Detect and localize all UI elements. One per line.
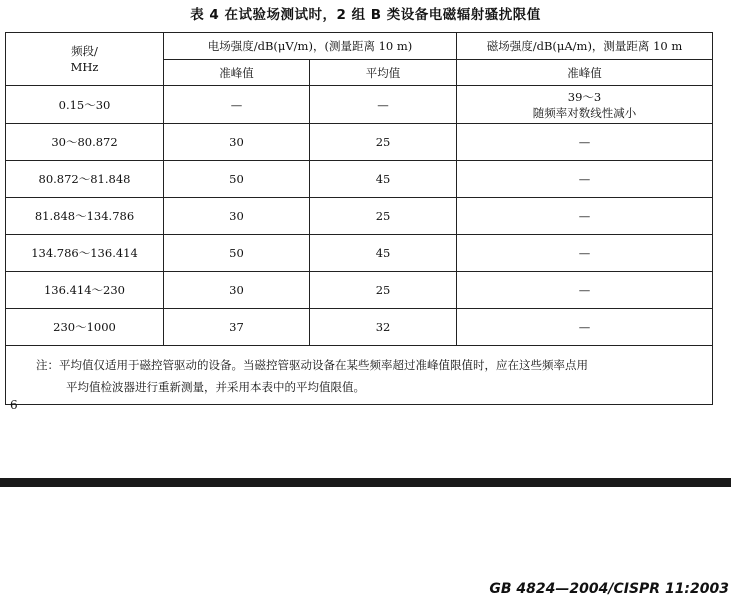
- table-row: [6, 235, 713, 272]
- note-line-1: 注：平均值仅适用于磁控管驱动的设备。当磁控管驱动设备在某些频率超过准峰值限值时，应在这些频率点用: [36, 358, 588, 372]
- band-cell: 30～80.872: [6, 124, 164, 161]
- h-field-header: 磁场强度/dB(μA/m)，测量距离 10 m: [457, 33, 713, 60]
- h-limit-note: 随频率对数线性减小: [532, 105, 637, 120]
- band-cell: 81.848～134.786: [6, 198, 164, 235]
- avg-cell: 45: [310, 161, 457, 198]
- band-cell: 0.15～30: [6, 86, 164, 124]
- h-limit-range: 39～3: [567, 89, 602, 104]
- h-cell: —: [457, 272, 713, 309]
- table-row: [6, 309, 713, 346]
- band-header: [6, 33, 164, 86]
- avg-cell: 25: [310, 198, 457, 235]
- limits-table: [5, 32, 713, 405]
- band-unit: MHz: [70, 60, 99, 74]
- avg-cell: 25: [310, 124, 457, 161]
- qp-cell: 50: [164, 161, 310, 198]
- table-note: [6, 346, 713, 405]
- avg-dash: —: [377, 97, 389, 112]
- avg-cell: 45: [310, 235, 457, 272]
- standard-code: GB 4824—2004/CISPR 11:2003: [489, 581, 729, 597]
- h-quasi-peak-header: 准峰值: [457, 60, 713, 86]
- qp-dash: —: [230, 97, 243, 112]
- h-cell: [457, 86, 713, 124]
- qp-cell: [164, 86, 310, 124]
- qp-cell: 30: [164, 198, 310, 235]
- table-row: [6, 272, 713, 309]
- qp-cell: 50: [164, 235, 310, 272]
- table-caption: 表 4 在试验场测试时，2 组 B 类设备电磁辐射骚扰限值: [190, 7, 541, 23]
- avg-cell: 32: [310, 309, 457, 346]
- note-row: [6, 346, 713, 405]
- h-cell: —: [457, 235, 713, 272]
- footer-rule: [0, 478, 731, 487]
- band-cell: 230～1000: [6, 309, 164, 346]
- average-header: 平均值: [310, 60, 457, 86]
- table-row: [6, 124, 713, 161]
- qp-cell: 30: [164, 272, 310, 309]
- e-field-header: 电场强度/dB(μV/m)，(测量距离 10 m): [164, 33, 457, 60]
- qp-cell: 37: [164, 309, 310, 346]
- h-cell: —: [457, 198, 713, 235]
- h-cell: —: [457, 124, 713, 161]
- table-row: [6, 161, 713, 198]
- band-cell: 134.786～136.414: [6, 235, 164, 272]
- h-cell: —: [457, 161, 713, 198]
- h-cell: —: [457, 309, 713, 346]
- qp-cell: 30: [164, 124, 310, 161]
- note-line-2: 平均值检波器进行重新测量，并采用本表中的平均值限值。: [66, 380, 365, 394]
- table-row: [6, 198, 713, 235]
- avg-cell: 25: [310, 272, 457, 309]
- table-row: [6, 86, 713, 124]
- page-number: 6: [10, 398, 18, 412]
- band-cell: 80.872～81.848: [6, 161, 164, 198]
- band-cell: 136.414～230: [6, 272, 164, 309]
- band-label: 频段/: [71, 44, 98, 58]
- quasi-peak-header: 准峰值: [164, 60, 310, 86]
- avg-cell: [310, 86, 457, 124]
- header-row-1: [6, 33, 713, 60]
